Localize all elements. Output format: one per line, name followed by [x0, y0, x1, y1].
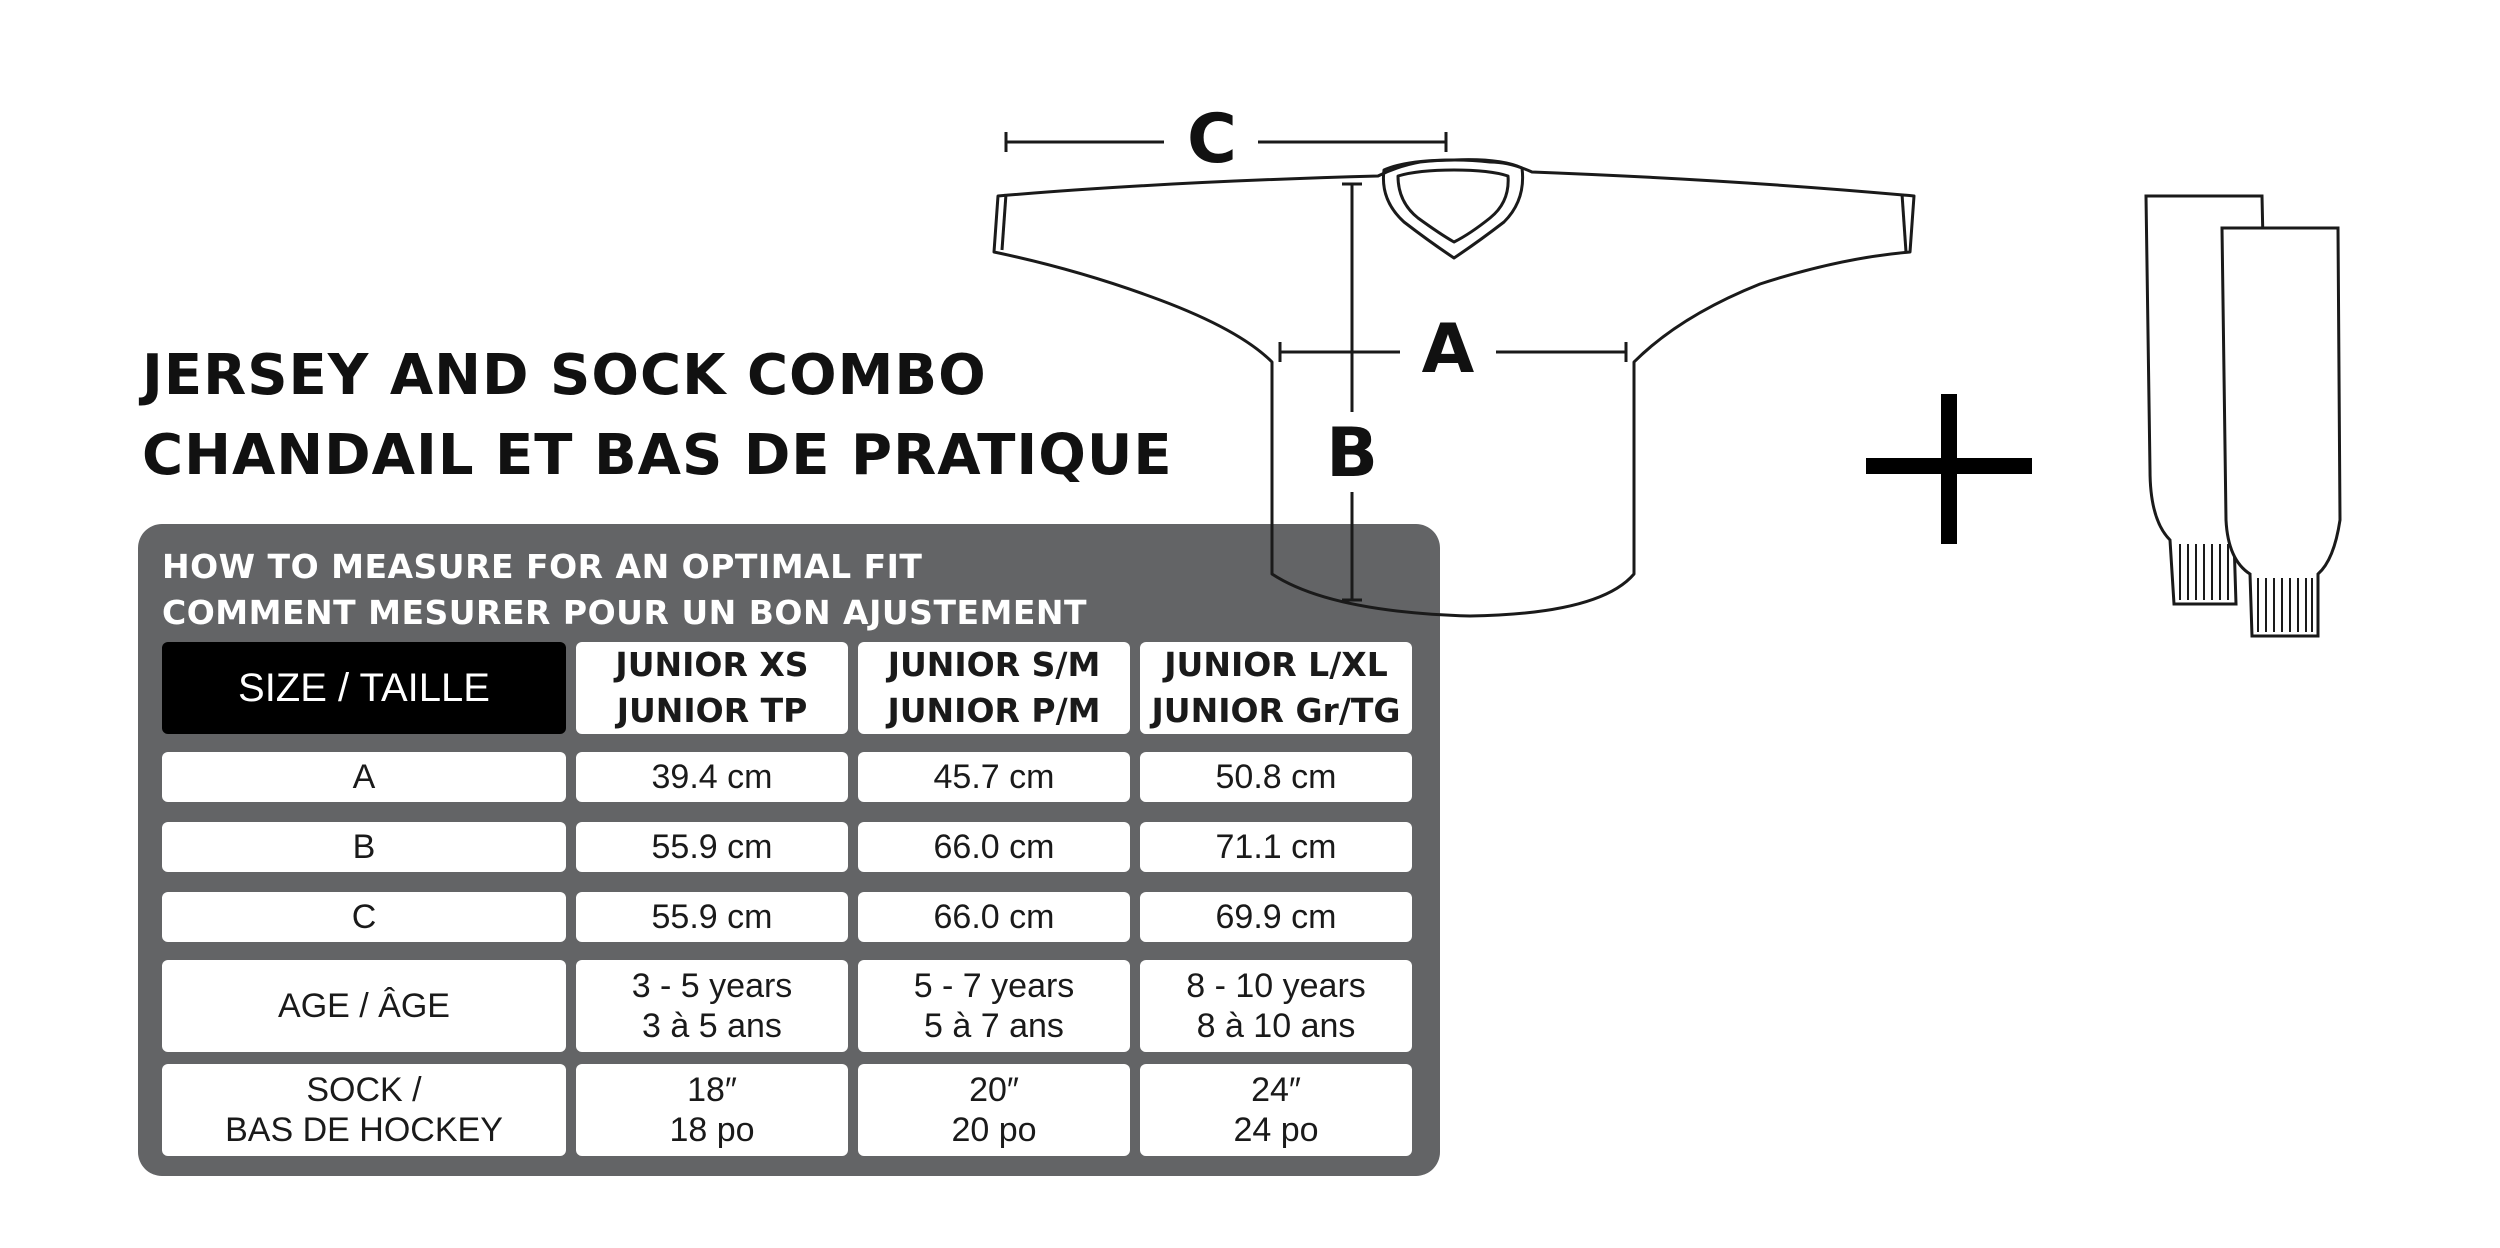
cell-value: 69.9 cm: [1215, 898, 1337, 936]
cell-value-line1: 5 - 7 years: [913, 967, 1075, 1005]
row-label: B: [352, 828, 376, 866]
row-label: A: [352, 758, 376, 796]
cell-value-line1: 3 - 5 years: [631, 967, 793, 1005]
cell-value-line1: 24″: [1251, 1071, 1301, 1109]
title-french: CHANDAIL ET BAS DE PRATIQUE: [142, 423, 1173, 488]
row-label-line1: SOCK /: [306, 1071, 422, 1109]
cell-value-line1: 20″: [969, 1071, 1019, 1109]
column-header-line1: JUNIOR S/M: [887, 645, 1101, 684]
column-header-line2: JUNIOR TP: [616, 691, 808, 730]
cell-value-line2: 3 à 5 ans: [642, 1007, 782, 1045]
cell-value-line2: 8 à 10 ans: [1196, 1007, 1356, 1045]
column-header-line1: JUNIOR L/XL: [1164, 645, 1388, 684]
cell-value: 66.0 cm: [933, 828, 1055, 866]
sock-front: [2222, 228, 2340, 636]
cell-value-line1: 8 - 10 years: [1186, 967, 1366, 1005]
cell-value: 45.7 cm: [933, 758, 1055, 796]
row-label: C: [351, 898, 377, 936]
cell-value: 71.1 cm: [1215, 828, 1337, 866]
label-a: A: [1421, 310, 1475, 389]
measurement-lines: [1006, 132, 1626, 600]
cell-value: 50.8 cm: [1215, 758, 1337, 796]
measure-heading-french: COMMENT MESURER POUR UN BON AJUSTEMENT: [162, 593, 1088, 632]
cell-value-line2: 5 à 7 ans: [924, 1007, 1064, 1045]
column-header-line1: JUNIOR XS: [615, 645, 809, 684]
size-header-label: SIZE / TAILLE: [238, 666, 490, 710]
column-header-line2: JUNIOR Gr/TG: [1151, 691, 1401, 730]
cell-value: 66.0 cm: [933, 898, 1055, 936]
row-label: AGE / ÂGE: [278, 987, 450, 1025]
label-b: B: [1326, 414, 1378, 493]
socks-illustration: [2146, 196, 2340, 636]
cell-value-line2: 18 po: [669, 1111, 755, 1149]
cell-value-line1: 18″: [687, 1071, 737, 1109]
label-c: C: [1187, 100, 1237, 179]
measure-heading-english: HOW TO MEASURE FOR AN OPTIMAL FIT: [162, 547, 923, 586]
cell-value-line2: 20 po: [951, 1111, 1037, 1149]
row-label-line2: BAS DE HOCKEY: [225, 1111, 503, 1149]
column-header-line2: JUNIOR P/M: [887, 691, 1101, 730]
cell-value-line2: 24 po: [1233, 1111, 1319, 1149]
cell-value: 39.4 cm: [651, 758, 773, 796]
title-english: JERSEY AND SOCK COMBO: [142, 343, 987, 408]
cell-value: 55.9 cm: [651, 898, 773, 936]
plus-icon: [1866, 394, 2032, 544]
cell-value: 55.9 cm: [651, 828, 773, 866]
